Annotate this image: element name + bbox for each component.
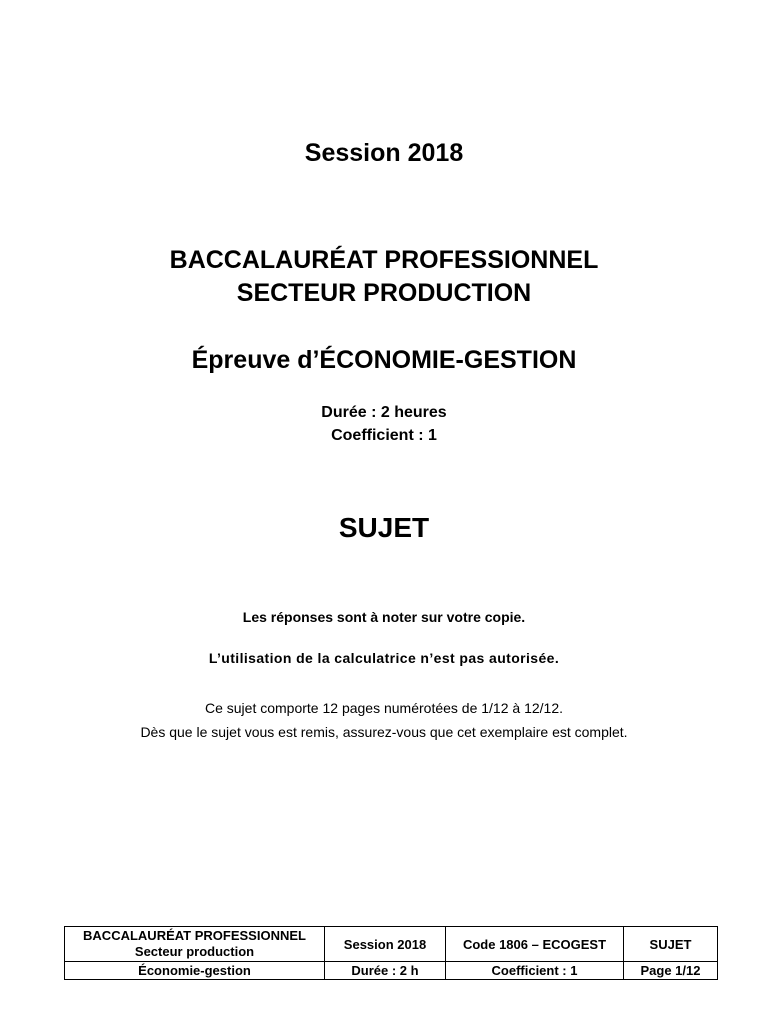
exam-title	[0, 244, 768, 310]
exam-title-line-1: BACCALAURÉAT PROFESSIONNEL	[169, 246, 599, 274]
exam-title-line-2: SECTEUR PRODUCTION	[236, 279, 532, 307]
footer-page-cell: Page 1/12	[624, 962, 718, 980]
footer-duration-cell: Durée : 2 h	[325, 962, 446, 980]
footer-row	[65, 962, 718, 980]
footer-table	[64, 926, 718, 980]
footer-type-cell: SUJET	[624, 927, 718, 962]
footer-coefficient-cell: Coefficient : 1	[446, 962, 624, 980]
footer-row	[65, 927, 718, 962]
calculator-instruction: L’utilisation de la calculatrice n’est pas autorisée.	[208, 650, 560, 666]
exam-meta	[0, 401, 768, 447]
epreuve-title: Épreuve d’ÉCONOMIE-GESTION	[191, 346, 577, 374]
pages-info: Ce sujet comporte 12 pages numérotées de 1/12 à 12/12.	[204, 700, 563, 716]
footer-code-cell: Code 1806 – ECOGEST	[446, 927, 624, 962]
info-block	[0, 696, 768, 744]
answers-instruction: Les réponses sont à noter sur votre copie.	[242, 609, 526, 625]
footer-session-cell: Session 2018	[325, 927, 446, 962]
duration-label: Durée : 2 heures	[321, 404, 447, 421]
footer-subject-cell: Économie-gestion	[65, 962, 325, 980]
check-info: Dès que le sujet vous est remis, assurez-vous que cet exemplaire est complet.	[140, 724, 628, 740]
footer-exam-line-2: Secteur production	[134, 944, 255, 959]
coefficient-label: Coefficient : 1	[331, 427, 437, 444]
footer-exam-line-1: BACCALAURÉAT PROFESSIONNEL	[83, 928, 306, 943]
footer-exam-cell	[65, 927, 325, 962]
session-title: Session 2018	[304, 139, 464, 167]
sujet-title: SUJET	[338, 512, 430, 543]
